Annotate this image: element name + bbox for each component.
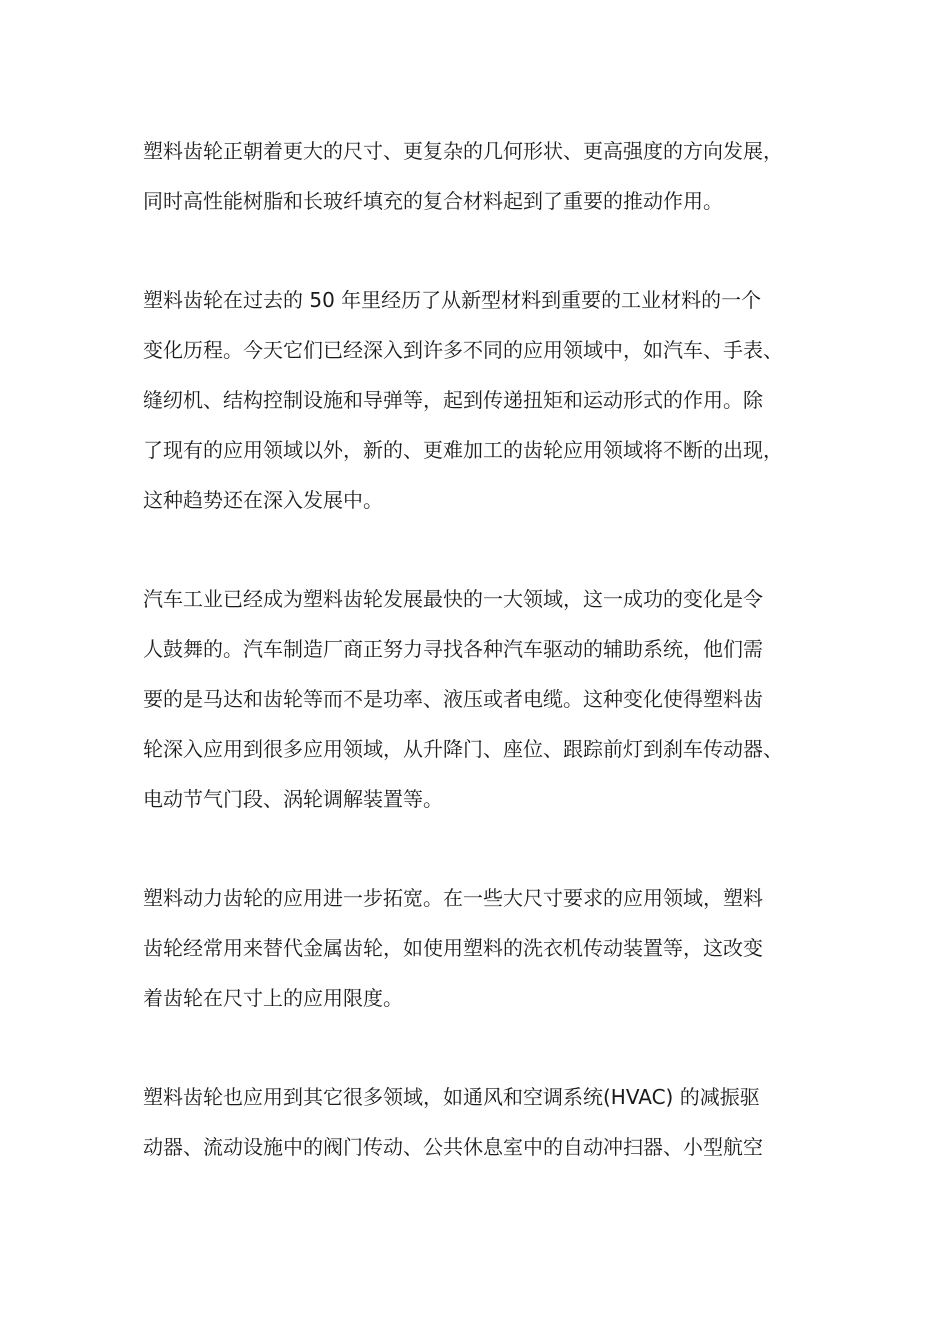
paragraph-2 xyxy=(143,275,823,525)
text-line: 塑料动力齿轮的应用进一步拓宽。在一些大尺寸要求的应用领域，塑料 xyxy=(143,886,763,910)
text-line: 着齿轮在尺寸上的应用限度。 xyxy=(143,986,403,1010)
text-line: 动器、流动设施中的阀门传动、公共休息室中的自动冲扫器、小型航空 xyxy=(143,1135,763,1159)
text-line: 人鼓舞的。汽车制造厂商正努力寻找各种汽车驱动的辅助系统，他们需 xyxy=(143,637,763,661)
text-line: 这种趋势还在深入发展中。 xyxy=(143,488,383,512)
text-line: 电动节气门段、涡轮调解装置等。 xyxy=(143,787,443,811)
text-line: 塑料齿轮在过去的 50 年里经历了从新型材料到重要的工业材料的一个 xyxy=(143,288,762,312)
text-line: 轮深入应用到很多应用领域，从升降门、座位、跟踪前灯到刹车传动器、 xyxy=(143,737,783,761)
paragraph-5 xyxy=(143,1072,823,1172)
text-line: 同时高性能树脂和长玻纤填充的复合材料起到了重要的推动作用。 xyxy=(143,189,723,213)
paragraph-4 xyxy=(143,873,823,1023)
text-line: 要的是马达和齿轮等而不是功率、液压或者电缆。这种变化使得塑料齿 xyxy=(143,687,763,711)
text-line: 变化历程。今天它们已经深入到许多不同的应用领域中，如汽车、手表、 xyxy=(143,338,783,362)
text-line: 汽车工业已经成为塑料齿轮发展最快的一大领域，这一成功的变化是令 xyxy=(143,587,763,611)
paragraph-3 xyxy=(143,574,823,824)
text-line: 塑料齿轮正朝着更大的尺寸、更复杂的几何形状、更高强度的方向发展， xyxy=(143,139,783,163)
text-line: 齿轮经常用来替代金属齿轮，如使用塑料的洗衣机传动装置等，这改变 xyxy=(143,936,763,960)
text-line: 了现有的应用领域以外，新的、更难加工的齿轮应用领域将不断的出现， xyxy=(143,438,783,462)
paragraph-1 xyxy=(143,126,823,226)
text-line: 塑料齿轮也应用到其它很多领域，如通风和空调系统(HVAC) 的减振驱 xyxy=(143,1085,760,1109)
text-line: 缝纫机、结构控制设施和导弹等，起到传递扭矩和运动形式的作用。除 xyxy=(143,388,763,412)
